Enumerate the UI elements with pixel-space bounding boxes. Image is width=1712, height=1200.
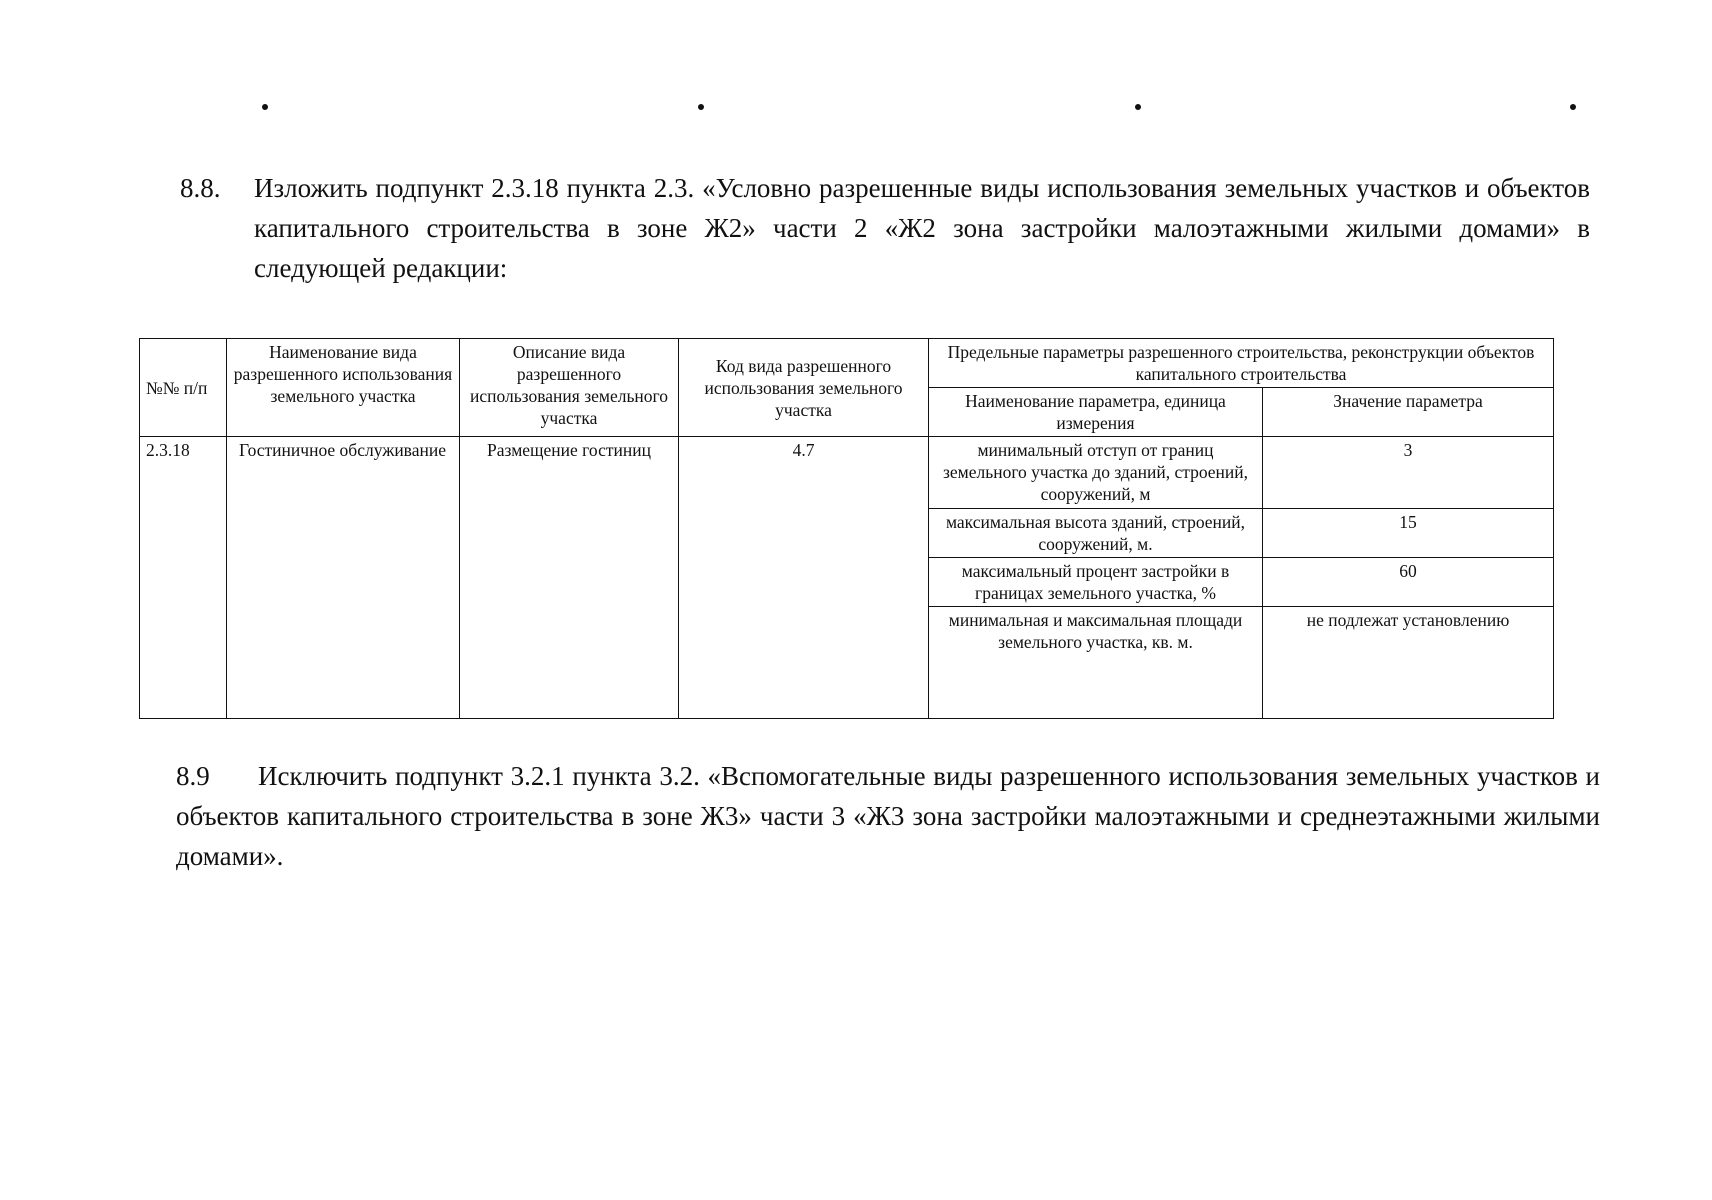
- header-param-name: Наименование параметра, единица измерения: [929, 388, 1263, 437]
- cell-param-name: максимальный процент застройки в границах земельного участка, %: [929, 558, 1263, 607]
- scan-mark: [262, 104, 268, 110]
- header-number: №№ п/п: [140, 339, 227, 437]
- header-param-value: Значение параметра: [1263, 388, 1554, 437]
- paragraph-number: 8.8.: [180, 173, 221, 203]
- paragraph-text: Изложить подпункт 2.3.18 пункта 2.3. «Условно разрешенные виды использования земельных участков и объектов капитального строительства в зоне Ж2» части 2 «Ж2 зона застройки малоэтажными жилыми домами» в следующей редакции:: [254, 173, 1590, 283]
- cell-param-value: 15: [1263, 509, 1554, 558]
- cell-use-description: Размещение гостиниц: [460, 437, 679, 719]
- cell-param-name: максимальная высота зданий, строений, сооружений, м.: [929, 509, 1263, 558]
- scan-mark: [698, 104, 704, 110]
- header-limits-group: Предельные параметры разрешенного строительства, реконструкции объектов капитального строительства: [929, 339, 1554, 388]
- scan-mark: [1570, 104, 1576, 110]
- cell-param-value: не подлежат установлению: [1263, 607, 1554, 719]
- header-use-name: Наименование вида разрешенного использования земельного участка: [227, 339, 460, 437]
- permitted-use-table: [139, 338, 1554, 719]
- header-use-description: Описание вида разрешенного использования земельного участка: [460, 339, 679, 437]
- cell-use-code: 4.7: [679, 437, 929, 719]
- cell-param-name: минимальная и максимальная площади земельного участка, кв. м.: [929, 607, 1263, 719]
- cell-param-name: минимальный отступ от границ земельного участка до зданий, строений, сооружений, м: [929, 437, 1263, 509]
- table-row: [140, 437, 1554, 509]
- cell-number: 2.3.18: [140, 437, 227, 719]
- paragraph-number: 8.9: [176, 761, 210, 791]
- paragraph-text: Исключить подпункт 3.2.1 пункта 3.2. «Вспомогательные виды разрешенного использования земельных участков и объектов капитального строительства в зоне Ж3» части 3 «Ж3 зона застройки малоэтажными и среднеэтажными жилыми домами».: [176, 761, 1600, 871]
- cell-use-name: Гостиничное обслуживание: [227, 437, 460, 719]
- cell-param-value: 3: [1263, 437, 1554, 509]
- scan-mark: [1135, 104, 1141, 110]
- header-use-code: Код вида разрешенного использования земельного участка: [679, 339, 929, 437]
- cell-param-value: 60: [1263, 558, 1554, 607]
- table-header-row: [140, 339, 1554, 388]
